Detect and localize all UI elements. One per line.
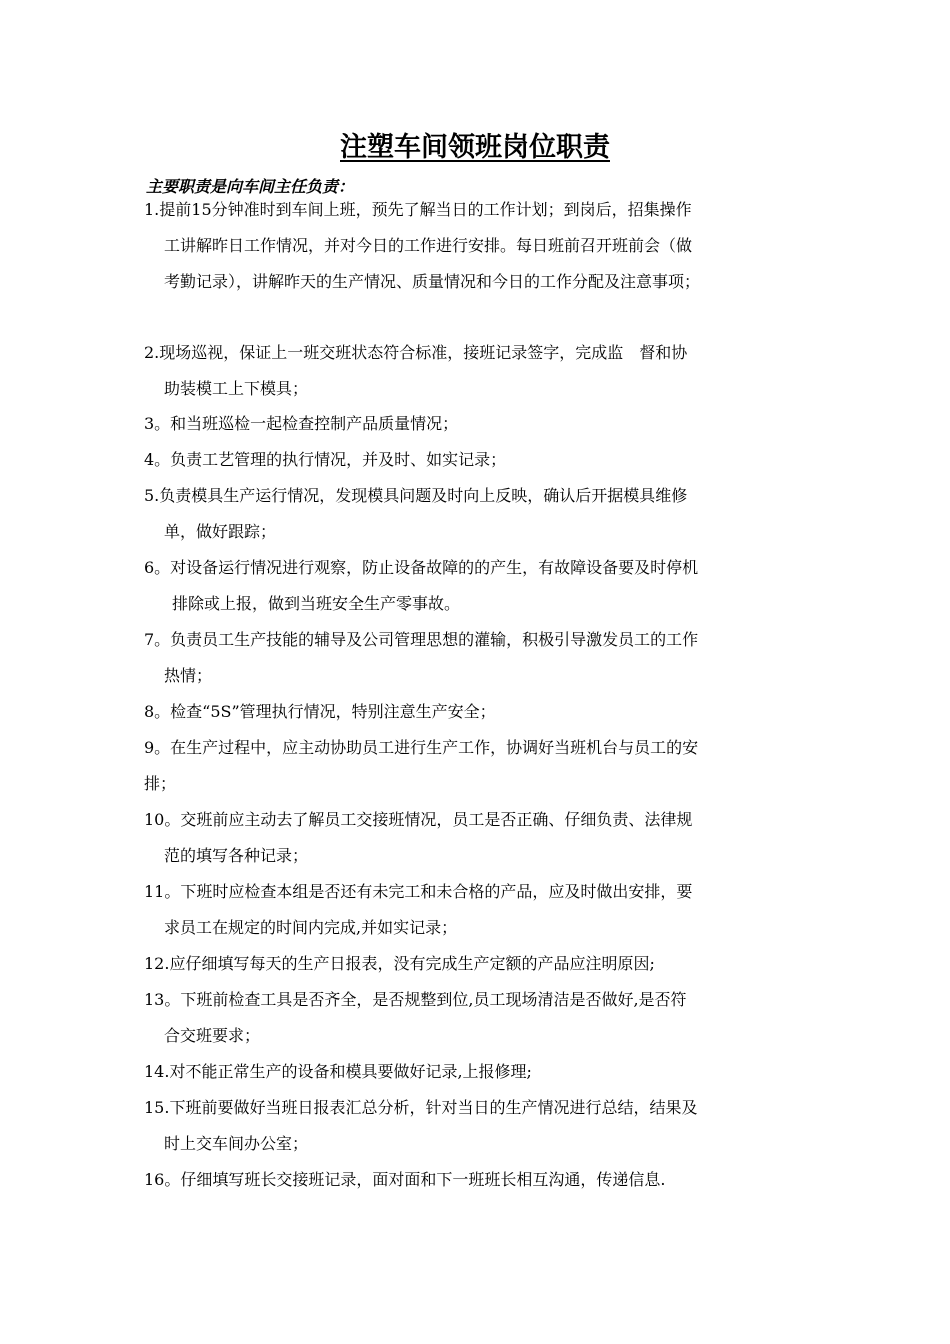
duty-item xyxy=(144,1054,810,1090)
duty-item-line: 排除或上报，做到当班安全生产零事故。 xyxy=(172,594,461,613)
duty-item xyxy=(144,335,810,407)
duty-item-line: 4。负责工艺管理的执行情况，并及时、如实记录； xyxy=(144,450,507,469)
duty-item xyxy=(144,802,810,874)
duty-item-line: 13。下班前检查工具是否齐全，是否规整到位,员工现场清洁是否做好,是否符 xyxy=(144,990,687,1009)
duty-item-line: 考勤记录），讲解昨天的生产情况、质量情况和今日的工作分配及注意事项； xyxy=(164,272,701,291)
duty-item xyxy=(144,874,810,946)
duty-item xyxy=(144,192,810,300)
duty-item-line: 助装模工上下模具； xyxy=(164,379,309,398)
duty-item-line: 8。检查“5S”管理执行情况，特别注意生产安全； xyxy=(144,702,496,721)
duty-item xyxy=(144,1162,810,1198)
duty-item xyxy=(144,1090,810,1162)
duty-item-line: 12.应仔细填写每天的生产日报表，没有完成生产定额的产品应注明原因; xyxy=(144,954,655,973)
duty-item xyxy=(144,442,810,478)
document-subtitle: 主要职责是向车间主任负责： xyxy=(146,177,355,196)
duty-item-line: 排； xyxy=(144,774,177,793)
duty-item-line: 9。在生产过程中，应主动协助员工进行生产工作，协调好当班机台与员工的安 xyxy=(144,738,699,757)
duty-item xyxy=(144,406,810,442)
duty-item xyxy=(144,982,810,1054)
duty-item-line: 14.对不能正常生产的设备和模具要做好记录,上报修理; xyxy=(144,1062,532,1081)
duty-item xyxy=(144,478,810,550)
duty-item-line: 热情； xyxy=(164,666,213,685)
duty-item-line: 10。交班前应主动去了解员工交接班情况，员工是否正确、仔细负责、法律规 xyxy=(144,810,693,829)
duty-item-line: 单，做好跟踪； xyxy=(164,522,277,541)
duty-item-line: 工讲解昨日工作情况，并对今日的工作进行安排。每日班前召开班前会（做 xyxy=(164,236,693,255)
duty-item-line: 求员工在规定的时间内完成,并如实记录； xyxy=(164,918,458,937)
duty-item-line: 5.负责模具生产运行情况，发现模具问题及时向上反映，确认后开据模具维修 xyxy=(144,486,688,505)
duty-item-line: 15.下班前要做好当班日报表汇总分析，针对当日的生产情况进行总结，结果及 xyxy=(144,1098,698,1117)
duty-item-line: 3。和当班巡检一起检查控制产品质量情况； xyxy=(144,414,459,433)
duty-item-line: 合交班要求； xyxy=(164,1026,261,1045)
duty-item-line: 7。负责员工生产技能的辅导及公司管理思想的灌输，积极引导激发员工的工作 xyxy=(144,630,699,649)
duty-item-line: 1.提前15分钟准时到车间上班，预先了解当日的工作计划；到岗后，招集操作 xyxy=(144,200,692,219)
duty-item xyxy=(144,622,810,694)
duty-item-line: 6。对设备运行情况进行观察，防止设备故障的的产生，有故障设备要及时停机 xyxy=(144,558,699,577)
duty-item xyxy=(144,730,810,802)
duty-item-line: 11。下班时应检查本组是否还有未完工和未合格的产品，应及时做出安排，要 xyxy=(144,882,693,901)
duty-item-line: 范的填写各种记录； xyxy=(164,846,309,865)
duty-item-line: 时上交车间办公室； xyxy=(164,1134,309,1153)
duty-item xyxy=(144,550,810,622)
duty-item xyxy=(144,694,810,730)
duty-item xyxy=(144,946,810,982)
document-title: 注塑车间领班岗位职责 xyxy=(340,132,610,163)
duty-item-line: 16。仔细填写班长交接班记录，面对面和下一班班长相互沟通，传递信息. xyxy=(144,1170,666,1189)
duty-item-line: 2.现场巡视，保证上一班交班状态符合标准，接班记录签字，完成监 督和协 xyxy=(144,343,688,362)
